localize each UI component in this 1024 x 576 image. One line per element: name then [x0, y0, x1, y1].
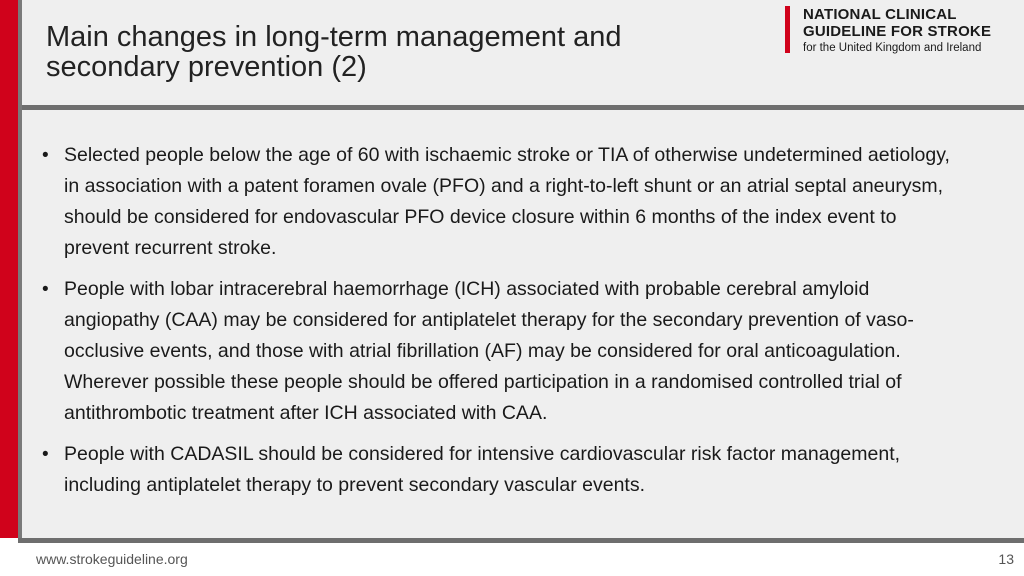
title-line-1: Main changes in long-term management and [46, 21, 622, 53]
bullet-icon: • [42, 279, 49, 300]
list-item [42, 439, 962, 501]
slide-content [22, 110, 1024, 538]
bullet-list [42, 140, 962, 511]
bullet-icon: • [42, 145, 49, 166]
list-item [42, 274, 962, 429]
list-item [42, 140, 962, 264]
logo-line-3: for the United Kingdom and Ireland [803, 42, 982, 54]
page-number: 13 [998, 551, 1014, 567]
logo-line-2: GUIDELINE FOR STROKE [803, 23, 992, 40]
footer-url[interactable]: www.strokeguideline.org [36, 551, 188, 567]
left-accent-bar [0, 0, 18, 538]
title-line-2: secondary prevention (2) [46, 51, 367, 83]
logo-red-bar [785, 6, 790, 53]
slide-footer [0, 543, 1024, 576]
page-title [46, 22, 746, 82]
guideline-logo [785, 6, 1020, 56]
logo-line-1: NATIONAL CLINICAL [803, 6, 957, 23]
bullet-text: Selected people below the age of 60 with ischaemic stroke or TIA of otherwise undetermined aetiology, in association with a patent foramen ovale (PFO) and a right-to-left shunt or an atrial septal aneurysm, should be considered for endovascular PFO device closure within 6 months of the index event to prevent recurrent stroke. [64, 144, 950, 259]
bullet-icon: • [42, 444, 49, 465]
bullet-text: People with CADASIL should be considered for intensive cardiovascular risk factor management, including antiplatelet therapy to prevent secondary vascular events. [64, 443, 901, 496]
bullet-text: People with lobar intracerebral haemorrhage (ICH) associated with probable cerebral amyloid angiopathy (CAA) may be considered for antiplatelet therapy for the secondary prevention of vaso-occlusive events, and those with atrial fibrillation (AF) may be considered for oral anticoagulation. Wherever possible these people should be offered participation in a randomised controlled trial of antithrombotic treatment after ICH associated with CAA. [64, 278, 914, 424]
